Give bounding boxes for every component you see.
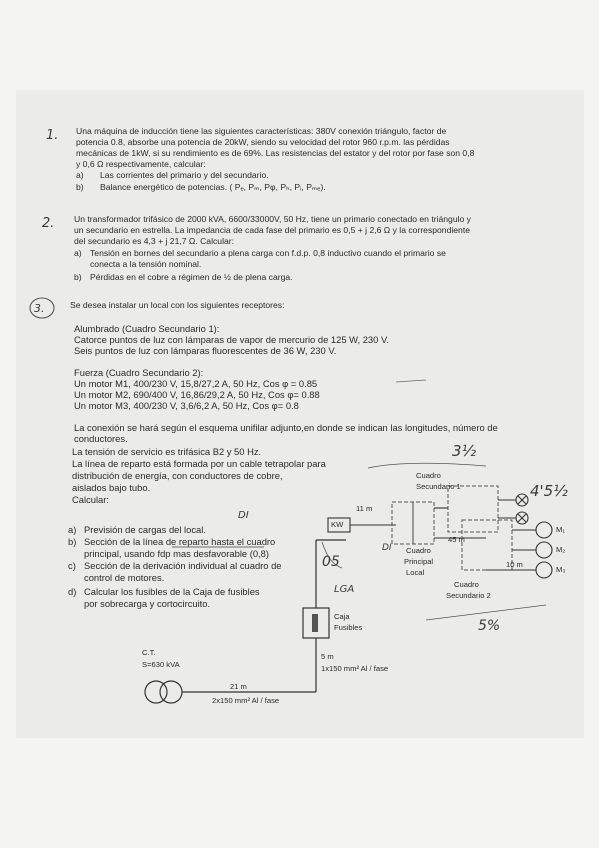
problem1-line-3: mecánicas de 1kW, si su rendimiento es de 69%. Las resistencias del estator y del rotor por fase son 0,8 (76, 148, 475, 158)
motor-m1-label: M₁ (556, 525, 565, 534)
motor-m3-label: M₃ (556, 565, 566, 574)
lamp-symbol-1 (516, 494, 528, 506)
conexion-line-2: conductores. (74, 433, 128, 444)
alumbrado-line-1: Catorce puntos de luz con lámparas de vapor de mercurio de 125 W, 230 V. (74, 334, 389, 345)
calc-d-cont: por sobrecarga y cortocircuito. (84, 598, 211, 609)
problem2-item-b: Pérdidas en el cobre a régimen de ½ de plena carga. (90, 272, 293, 282)
cuadro-principal-label-3: Local (406, 568, 425, 577)
handwritten-stroke-1 (368, 463, 486, 468)
problem3-handwritten-mark: 3. (34, 302, 45, 315)
problem1-item-b-letter: b) (76, 182, 84, 192)
cuadro-principal-label-2: Principal (404, 557, 434, 566)
exam-sheet (16, 90, 584, 738)
cuadro-sec1-label-2: Secundario 1 (416, 482, 461, 491)
cuadro-sec2-label-2: Secundario 2 (446, 591, 491, 600)
calc-c-cont: control de motores. (84, 572, 165, 583)
fuerza-heading: Fuerza (Cuadro Secundario 2): (74, 367, 204, 378)
fuerza-motor-2: Un motor M2, 690/400 V, 16,86/29,2 A, 50 Hz, Cos φ= 0.88 (74, 389, 320, 400)
problem2-line-2: un secundario en estrella. La impedancia de cada fase del primario es 0,5 + j 2,6 Ω y la correspondiente (74, 225, 471, 235)
cable-2x150-label: 2x150 mm² Al / fase (212, 696, 280, 705)
motor-m1-symbol (536, 522, 552, 538)
kw-label: KW (331, 520, 344, 529)
calc-b-letter: b) (68, 536, 77, 547)
cuadro-secundario-2-box (462, 520, 512, 570)
handwritten-05: 05 (322, 554, 340, 570)
transformer-power-label: S=630 kVA (142, 660, 180, 669)
problem1-handwritten-mark: 1. (46, 128, 59, 143)
problem1-item-a: Las corrientes del primario y del secundario. (100, 170, 269, 180)
length-45m-label: 45 m (448, 535, 465, 544)
fuse-element (312, 614, 318, 632)
problem1-line-1: Una máquina de inducción tiene las siguientes características: 380V conexión triángulo, factor de (76, 126, 447, 136)
motor-m2-symbol (536, 542, 552, 558)
cuadro-secundario-1-box (448, 486, 498, 532)
problem3-circle (30, 298, 54, 318)
problem2-line-3: del secundario es 4,3 + j 21,7 Ω. Calcular: (74, 236, 235, 246)
problem2-handwritten-mark: 2. (42, 216, 55, 231)
length-21m-label: 21 m (230, 682, 247, 691)
handwritten-3-half: 3½ (452, 442, 477, 460)
cable-1x150-label: 1x150 mm² Al / fase (321, 664, 389, 673)
problem2-item-a-cont: conecta a la tensión nominal. (90, 259, 202, 269)
cuadro-principal-label-1: Cuadro (406, 546, 431, 555)
motor-m3-symbol (536, 562, 552, 578)
problem2-item-b-letter: b) (74, 272, 82, 282)
cuadro-sec1-label-1: Cuadro (416, 471, 441, 480)
problem1-item-a-letter: a) (76, 170, 84, 180)
calc-b: Sección de la línea de reparto hasta el cuadro (84, 536, 276, 547)
problem3-intro: Se desea instalar un local con los siguientes receptores: (70, 300, 285, 310)
conexion-line-1: La conexión se hará según el esquema unifilar adjunto,en donde se indican las longitudes, número de (74, 422, 498, 433)
body-line-5: Calcular: (72, 494, 109, 505)
body-line-4: aislados bajo tubo. (72, 482, 151, 493)
calc-c: Sección de la derivación individual al cuadro de (84, 560, 282, 571)
calc-a: Previsión de cargas del local. (84, 524, 206, 535)
body-line-3: distribución de energía, con conductores de cobre, (72, 470, 283, 481)
calc-c-letter: c) (68, 560, 76, 571)
fusibles-label: Fusibles (334, 623, 363, 632)
length-5m-label: 5 m (321, 652, 334, 661)
length-10m-label: 10 m (506, 560, 523, 569)
fuerza-motor-3: Un motor M3, 400/230 V, 3,6/6,2 A, 50 Hz, Cos φ= 0.8 (74, 400, 299, 411)
calc-d-letter: d) (68, 586, 77, 597)
body-line-1: La tensión de servicio es trifásica B2 y 50 Hz. (72, 446, 262, 457)
handwritten-5-percent: 5% (478, 618, 501, 634)
body-line-2: La línea de reparto está formada por un cable tetrapolar para (72, 458, 326, 469)
handwritten-di-1: DI (238, 510, 249, 521)
problem2-item-a: Tensión en bornes del secundario a plena carga con f.d.p. 0,8 inductivo cuando el primario se (90, 248, 446, 258)
alumbrado-line-2: Seis puntos de luz con lámparas fluorescentes de 36 W, 230 V. (74, 345, 337, 356)
motor-m2-label: M₂ (556, 545, 566, 554)
single-line-diagram (16, 90, 584, 738)
calc-b-cont: principal, usando fdp mas desfavorable (0,8) (84, 548, 270, 559)
handwritten-lga: LGA (334, 584, 355, 595)
problem1-line-2: potencia 0.8, absorbe una potencia de 20kW, siendo su velocidad del rotor 960 r.p.m. las pérdidas (76, 137, 450, 147)
length-11m-label: 11 m (356, 504, 373, 513)
handwritten-di-2: DI (382, 543, 392, 553)
problem1-line-4: y 0,6 Ω respectivamente, calcular: (76, 159, 206, 169)
handwritten-stroke-3 (396, 380, 426, 382)
calc-d: Calcular los fusibles de la Caja de fusibles (84, 586, 260, 597)
alumbrado-heading: Alumbrado (Cuadro Secundario 1): (74, 323, 220, 334)
problem2-line-1: Un transformador trifásico de 2000 kVA, 6600/33000V, 50 Hz, tiene un primario conectado en triángulo y (74, 214, 471, 224)
transformer-winding-2 (160, 681, 182, 703)
handwritten-45-half: 4'5½ (530, 482, 568, 500)
calc-a-letter: a) (68, 524, 77, 535)
problem2-item-a-letter: a) (74, 248, 82, 258)
lamp-symbol-2 (516, 512, 528, 524)
caja-label: Caja (334, 612, 350, 621)
problem1-item-b: Balance energético de potencias. ( Pₑ, Pₘ, Pφ, Pₕ, Pᵢ, Pₘₑ). (100, 182, 326, 192)
cuadro-sec2-label-1: Cuadro (454, 580, 479, 589)
ct-label: C.T. (142, 648, 156, 657)
fuerza-motor-1: Un motor M1, 400/230 V, 15,8/27,2 A, 50 Hz, Cos φ = 0.85 (74, 378, 318, 389)
